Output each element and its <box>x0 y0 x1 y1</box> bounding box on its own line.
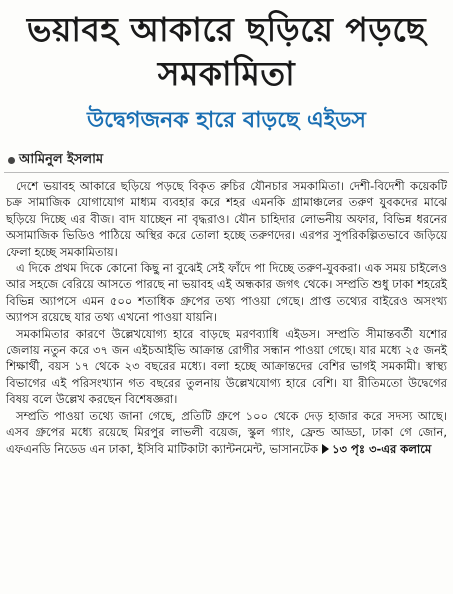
byline-author: আমিনুল ইসলাম <box>19 151 104 167</box>
continuation-label: ১৩ পৃঃ ৩-এর কলামে <box>332 441 432 456</box>
article-body <box>6 178 447 457</box>
article-paragraph: সমকামিতার কারণে উল্লেখযোগ্য হারে বাড়ছে মরণব্যাধি এইডস। সম্প্রতি সীমান্তবর্তী যশোর জেলায় নতুন করে ৩৭ জন এইচআইভি আক্রান্ত রোগীর সন্ধান পাওয়া গেছে। যার মধ্যে ২৫ জনই শিক্ষার্থী, বয়স ১৭ থেকে ২৩ বছরের মধ্যে। বলা হচ্ছে আক্রান্তদের বেশির ভাগই সমকামী। স্বাস্থ্য বিভাগের এই পরিসংখ্যান গত বছরের তুলনায় উল্লেখযোগ্য হারে বেশি। যা রীতিমতো উদ্বেগের বিষয় বলে উল্লেখ করছেন বিশেষজ্ঞরা। <box>6 326 447 407</box>
arrow-right-icon <box>322 444 329 454</box>
bullet-icon <box>8 157 15 164</box>
byline <box>8 150 103 170</box>
article-paragraph-text: সম্প্রতি পাওয়া তথ্যে জানা গেছে, প্রতিটি গ্রুপে ১০০ থেকে দেড় হাজার করে সদস্য আছে। এসব গ্রুপের মধ্যে রয়েছে মিরপুর লাভলী বয়েজ, স্কুল গ্যাং, ফ্রেন্ড আড্ডা, ঢাকা গে জোন, এফএনডি নিডেড এন ঢাকা, ইসিবি মাটিকাটা ক্যান্টনমেন্ট, ভাসানটেক <box>6 408 447 456</box>
continuation-note <box>322 442 431 456</box>
subheadline: উদ্বেগজনক হারে বাড়ছে এইডস <box>87 108 366 133</box>
article-paragraph <box>6 408 447 457</box>
article-paragraph: দেশে ভয়াবহ আকারে ছড়িয়ে পড়ছে বিকৃত রুচির যৌনচার সমকামিতা। দেশী-বিদেশী কয়েকটি চক্র সামাজিক যোগাযোগ মাধ্যম ব্যবহার করে শহর এমনকি গ্রামাঞ্চলের তরুণ যুবকদের মাঝে ছড়িয়ে দিচ্ছে এর বীজ। বাদ যাচ্ছেন না বৃদ্ধরাও। যৌন চাহিদার লোভনীয় অফার, বিভিন্ন ধরনের অসামাজিক ভিডিও পাঠিয়ে অস্থির করে তোলা হচ্ছে তরুণদের। এরপর সুপরিকল্পিতভাবে জড়িয়ে ফেলা হচ্ছে সমকামিতায়। <box>6 179 447 259</box>
headline: ভয়াবহ আকারে ছড়িয়ে পড়ছে সমকামিতা <box>26 10 427 93</box>
article-paragraph: এ দিকে প্রথম দিকে কোনো কিছু না বুঝেই সেই ফাঁদে পা দিচ্ছে তরুণ-যুবকরা। এক সময় চাইলেও আর সহজে বেরিয়ে আসতে পারছে না ভয়াবহ এই অন্ধকার জগৎ থেকে। সম্প্রতি শুধু ঢাকা শহরেই বিভিন্ন অ্যাপসে এমন ৫০০ শতাধিক গ্রুপের তথ্য পাওয়া গেছে। প্রাপ্ত তথ্যের বাইরেও অসংখ্য অ্যাপস রয়েছে যার তথ্য এখনো পাওয়া যায়নি। <box>6 261 447 325</box>
divider <box>4 172 449 173</box>
